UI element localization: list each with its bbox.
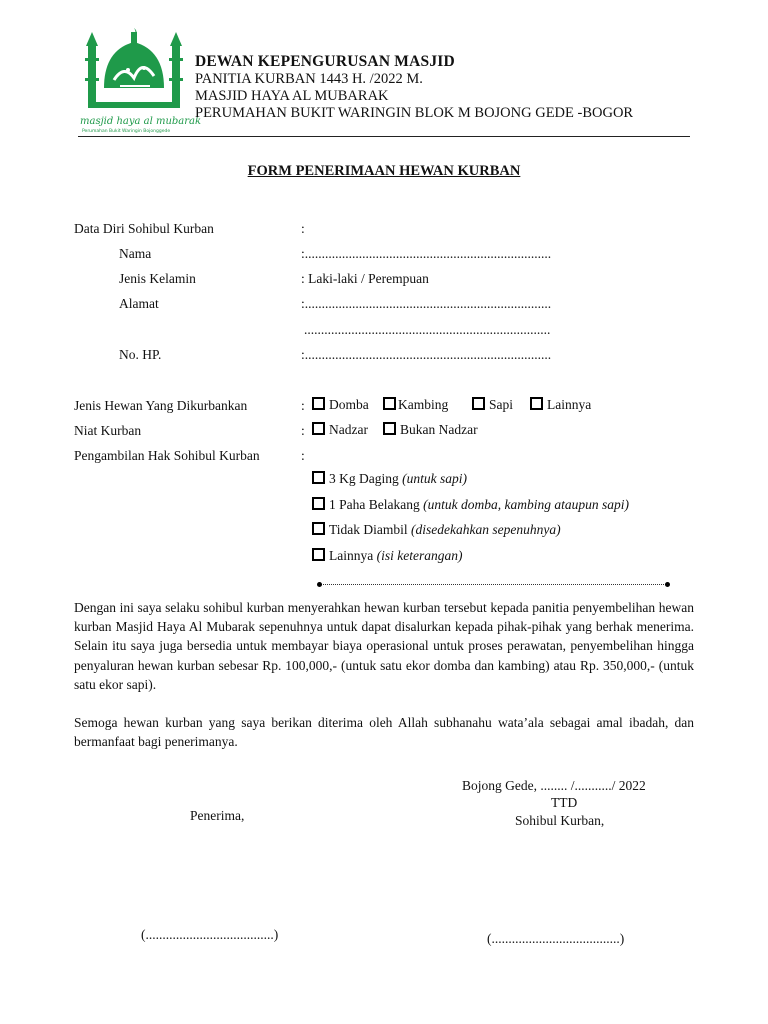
option-nadzar[interactable]: Nadzar bbox=[312, 422, 368, 438]
mosque-name: MASJID HAYA AL MUBARAK bbox=[195, 88, 389, 104]
checkbox-tidak-diambil[interactable] bbox=[312, 522, 325, 535]
closing-paragraph: Semoga hewan kurban yang saya berikan diterima oleh Allah subhanahu wata’ala sebagai amal ibadah, dan bermanfaat bagi penerimanya. bbox=[74, 715, 694, 750]
field-alamat-line2[interactable]: ......................................................................... bbox=[304, 322, 551, 337]
field-no-hp[interactable]: :......................................................................... bbox=[301, 347, 552, 362]
label-jenis-kelamin: Jenis Kelamin bbox=[119, 271, 196, 286]
option-paha[interactable]: 1 Paha Belakang (untuk domba, kambing ataupun sapi) bbox=[312, 497, 629, 513]
label-data-diri: Data Diri Sohibul Kurban bbox=[74, 221, 214, 236]
checkbox-domba[interactable] bbox=[312, 397, 325, 410]
form-title: FORM PENERIMAAN HEWAN KURBAN bbox=[247, 163, 521, 179]
signature-penerima[interactable]: (......................................) bbox=[141, 927, 279, 942]
ttd-label: TTD bbox=[551, 795, 578, 810]
label-alamat: Alamat bbox=[119, 296, 159, 311]
checkbox-lainnya-ambil[interactable] bbox=[312, 548, 325, 561]
mosque-logo bbox=[80, 28, 202, 136]
option-lainnya[interactable]: Lainnya bbox=[530, 397, 591, 413]
colon: : bbox=[301, 448, 305, 463]
checkbox-sapi[interactable] bbox=[472, 397, 485, 410]
checkbox-paha[interactable] bbox=[312, 497, 325, 510]
statement-paragraph: Dengan ini saya selaku sohibul kurban menyerahkan hewan kurban tersebut kepada panitia penyembelihan hewan kurban Masjid Haya Al Mubarak sepenuhnya untuk dapat disalurkan kepada pihak-pihak yang berhak menerima. Selain itu saya juga bersedia untuk membayar biaya operasional untuk proses perawatan, penyembelihan hingga penyaluran hewan kurban sebesar Rp. 100,000,- (untuk satu ekor domba dan kambing) atau Rp. 350,000,- (untuk satu ekor sapi). bbox=[74, 600, 694, 692]
label-pengambilan: Pengambilan Hak Sohibul Kurban bbox=[74, 448, 260, 463]
line-start-dot bbox=[317, 582, 322, 587]
checkbox-kambing[interactable] bbox=[383, 397, 396, 410]
option-kambing[interactable]: Kambing bbox=[383, 397, 448, 413]
option-tidak-diambil[interactable]: Tidak Diambil (disedekahkan sepenuhnya) bbox=[312, 522, 561, 538]
option-domba[interactable]: Domba bbox=[312, 397, 369, 413]
label-niat: Niat Kurban bbox=[74, 423, 142, 438]
field-jenis-kelamin[interactable]: : Laki-laki / Perempuan bbox=[301, 271, 429, 286]
checkbox-bukan-nadzar[interactable] bbox=[383, 422, 396, 435]
field-alamat[interactable]: :......................................................................... bbox=[301, 296, 552, 311]
signature-sohibul[interactable]: (......................................) bbox=[487, 931, 625, 946]
org-name: DEWAN KEPENGURUSAN MASJID bbox=[195, 53, 455, 70]
checkbox-daging[interactable] bbox=[312, 471, 325, 484]
sohibul-label: Sohibul Kurban, bbox=[515, 813, 605, 828]
option-lainnya-ambil[interactable]: Lainnya (isi keterangan) bbox=[312, 548, 462, 564]
penerima-label: Penerima, bbox=[190, 808, 245, 823]
field-nama[interactable]: :......................................................................... bbox=[301, 246, 552, 261]
label-jenis-hewan: Jenis Hewan Yang Dikurbankan bbox=[74, 398, 248, 413]
mosque-address: PERUMAHAN BUKIT WARINGIN BLOK M BOJONG GEDE -BOGOR bbox=[195, 105, 634, 121]
label-nama: Nama bbox=[119, 246, 152, 261]
colon: : bbox=[301, 423, 305, 438]
option-sapi[interactable]: Sapi bbox=[472, 397, 513, 413]
checkbox-lainnya[interactable] bbox=[530, 397, 543, 410]
label-no-hp: No. HP. bbox=[119, 347, 162, 362]
logo-subcaption: Perumahan Bukit Waringin Bojonggede bbox=[82, 129, 171, 134]
line-end-dot bbox=[665, 582, 670, 587]
place-date[interactable]: Bojong Gede, ........ /.........../ 2022 bbox=[462, 778, 646, 793]
value-data-diri: : bbox=[301, 221, 305, 236]
header-divider bbox=[78, 136, 690, 137]
keterangan-line[interactable] bbox=[320, 584, 668, 585]
checkbox-nadzar[interactable] bbox=[312, 422, 325, 435]
colon: : bbox=[301, 398, 305, 413]
logo-caption: masjid haya al mubarak bbox=[80, 116, 202, 127]
committee-name: PANITIA KURBAN 1443 H. /2022 M. bbox=[195, 71, 423, 87]
option-daging[interactable]: 3 Kg Daging (untuk sapi) bbox=[312, 471, 467, 487]
option-bukan-nadzar[interactable]: Bukan Nadzar bbox=[383, 422, 478, 438]
